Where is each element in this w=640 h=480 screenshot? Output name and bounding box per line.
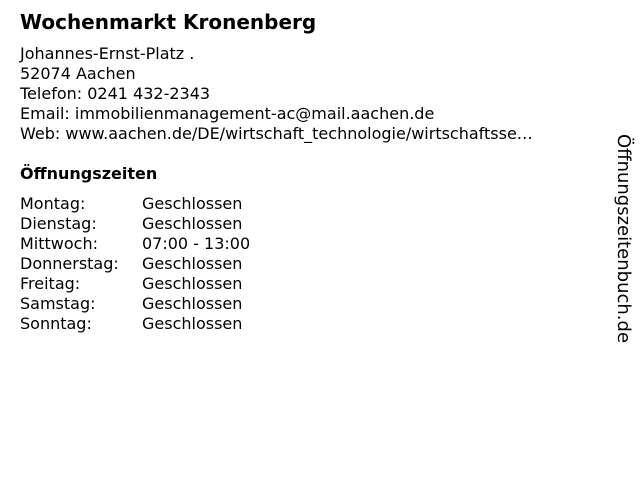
hours-row	[20, 294, 250, 314]
hours-row	[20, 214, 250, 234]
venue-title: Wochenmarkt Kronenberg	[20, 10, 317, 34]
opening-hours-heading: Öffnungszeiten	[20, 164, 158, 183]
day-label: Samstag:	[20, 294, 96, 313]
hours-row	[20, 314, 250, 334]
site-watermark: Öffnungszeitenbuch.de	[613, 134, 634, 344]
venue-website: Web: www.aachen.de/DE/wirtschaft_technologie/wirtschaftsse…	[20, 124, 533, 143]
day-hours: Geschlossen	[142, 294, 243, 313]
hours-row	[20, 234, 250, 254]
day-label: Donnerstag:	[20, 254, 119, 273]
day-hours: Geschlossen	[142, 254, 243, 273]
day-label: Montag:	[20, 194, 86, 213]
day-label: Freitag:	[20, 274, 81, 293]
day-label: Sonntag:	[20, 314, 92, 333]
venue-street: Johannes-Ernst-Platz .	[20, 44, 195, 63]
venue-phone: Telefon: 0241 432-2343	[20, 84, 211, 103]
hours-row	[20, 254, 250, 274]
venue-email: Email: immobilienmanagement-ac@mail.aachen.de	[20, 104, 435, 123]
day-hours: 07:00 - 13:00	[142, 234, 251, 253]
day-hours: Geschlossen	[142, 194, 243, 213]
opening-hours-table	[20, 194, 250, 334]
hours-row	[20, 194, 250, 214]
venue-contact-block	[20, 44, 533, 144]
day-label: Mittwoch:	[20, 234, 98, 253]
day-hours: Geschlossen	[142, 314, 243, 333]
day-hours: Geschlossen	[142, 274, 243, 293]
venue-city: 52074 Aachen	[20, 64, 136, 83]
hours-row	[20, 274, 250, 294]
day-hours: Geschlossen	[142, 214, 243, 233]
day-label: Dienstag:	[20, 214, 97, 233]
